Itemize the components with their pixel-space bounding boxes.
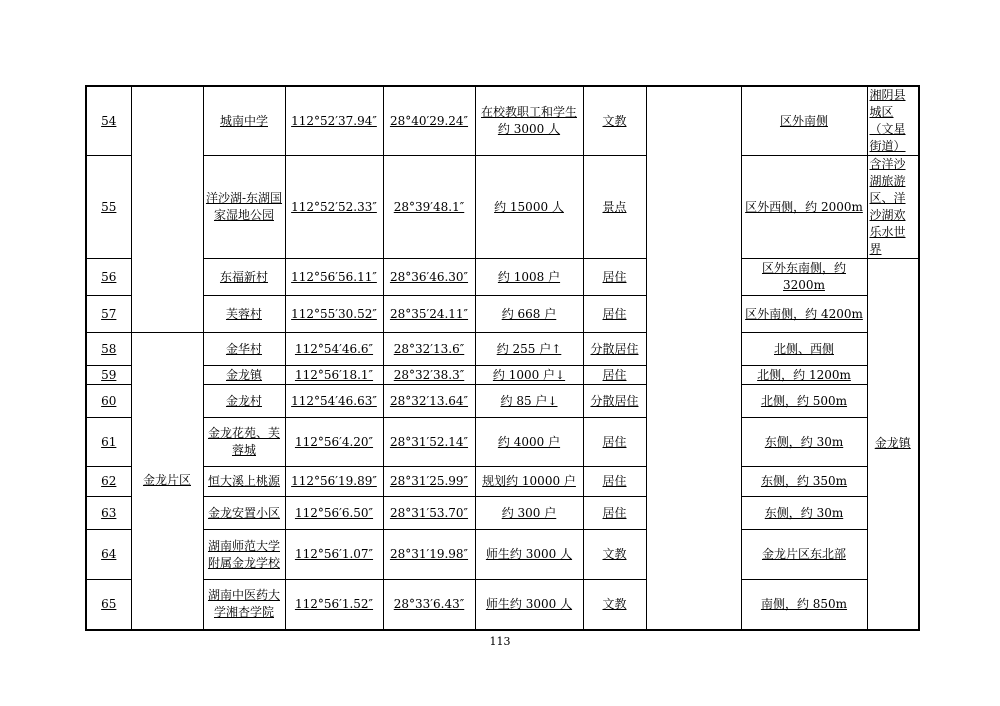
row-number-cell: 54	[86, 86, 131, 156]
area-cell: 金龙片区	[131, 333, 203, 630]
latitude-cell: 28°32′13.64″	[383, 385, 475, 418]
row-number-cell: 59	[86, 366, 131, 385]
latitude-cell: 28°31′25.99″	[383, 467, 475, 497]
latitude-cell: 28°35′24.11″	[383, 296, 475, 333]
name-cell: 芙蓉村	[203, 296, 285, 333]
name-cell: 金龙花苑、芙蓉城	[203, 418, 285, 467]
name-cell: 金华村	[203, 333, 285, 366]
direction-cell: 东侧，约 30m	[741, 497, 867, 530]
direction-cell: 区外南侧，约 4200m	[741, 296, 867, 333]
type-cell: 景点	[583, 156, 646, 259]
latitude-cell: 28°39′48.1″	[383, 156, 475, 259]
table-row	[86, 467, 919, 497]
longitude-cell: 112°56′56.11″	[285, 259, 383, 296]
type-cell: 居住	[583, 366, 646, 385]
table-row	[86, 385, 919, 418]
latitude-cell: 28°31′19.98″	[383, 530, 475, 580]
direction-cell: 区外南侧	[741, 86, 867, 156]
longitude-cell: 112°56′4.20″	[285, 418, 383, 467]
type-cell: 文教	[583, 580, 646, 630]
type-cell: 居住	[583, 418, 646, 467]
table-row	[86, 366, 919, 385]
scale-cell: 规划约 10000 户	[475, 467, 583, 497]
row-number-cell: 63	[86, 497, 131, 530]
latitude-cell: 28°32′13.6″	[383, 333, 475, 366]
direction-cell: 区外东南侧，约 3200m	[741, 259, 867, 296]
longitude-cell: 112°54′46.6″	[285, 333, 383, 366]
table-row	[86, 530, 919, 580]
table-row	[86, 580, 919, 630]
type-cell: 居住	[583, 467, 646, 497]
scale-cell: 约 4000 户	[475, 418, 583, 467]
name-cell: 城南中学	[203, 86, 285, 156]
name-cell: 恒大溪上桃源	[203, 467, 285, 497]
type-cell: 文教	[583, 530, 646, 580]
type-cell: 居住	[583, 259, 646, 296]
longitude-cell: 112°52′37.94″	[285, 86, 383, 156]
latitude-cell: 28°32′38.3″	[383, 366, 475, 385]
row-number-cell: 57	[86, 296, 131, 333]
blank-column-cell	[646, 86, 741, 630]
row-number-cell: 62	[86, 467, 131, 497]
town-cell: 含洋沙湖旅游区、洋沙湖欢乐水世界	[867, 156, 919, 259]
row-number-cell: 56	[86, 259, 131, 296]
type-cell: 文教	[583, 86, 646, 156]
name-cell: 金龙村	[203, 385, 285, 418]
row-number-cell: 61	[86, 418, 131, 467]
direction-cell: 北侧，约 1200m	[741, 366, 867, 385]
table-row	[86, 418, 919, 467]
scale-cell: 约 255 户↑	[475, 333, 583, 366]
type-cell: 分散居住	[583, 333, 646, 366]
longitude-cell: 112°52′52.33″	[285, 156, 383, 259]
table-row	[86, 156, 919, 259]
scale-cell: 约 668 户	[475, 296, 583, 333]
row-number-cell: 55	[86, 156, 131, 259]
longitude-cell: 112°56′6.50″	[285, 497, 383, 530]
scale-cell: 师生约 3000 人	[475, 530, 583, 580]
latitude-cell: 28°33′6.43″	[383, 580, 475, 630]
direction-cell: 北侧、西侧	[741, 333, 867, 366]
table-row	[86, 259, 919, 296]
name-cell: 金龙镇	[203, 366, 285, 385]
longitude-cell: 112°54′46.63″	[285, 385, 383, 418]
row-number-cell: 58	[86, 333, 131, 366]
row-number-cell: 64	[86, 530, 131, 580]
area-cell-empty	[131, 86, 203, 333]
row-number-cell: 60	[86, 385, 131, 418]
longitude-cell: 112°56′1.52″	[285, 580, 383, 630]
direction-cell: 北侧，约 500m	[741, 385, 867, 418]
type-cell: 居住	[583, 497, 646, 530]
type-cell: 居住	[583, 296, 646, 333]
latitude-cell: 28°31′52.14″	[383, 418, 475, 467]
direction-cell: 南侧，约 850m	[741, 580, 867, 630]
latitude-cell: 28°31′53.70″	[383, 497, 475, 530]
scale-cell: 约 1008 户	[475, 259, 583, 296]
longitude-cell: 112°55′30.52″	[285, 296, 383, 333]
table-row	[86, 497, 919, 530]
direction-cell: 东侧，约 30m	[741, 418, 867, 467]
row-number-cell: 65	[86, 580, 131, 630]
sensitive-targets-table	[85, 85, 920, 631]
direction-cell: 区外西侧，约 2000m	[741, 156, 867, 259]
longitude-cell: 112°56′19.89″	[285, 467, 383, 497]
town-cell: 金龙镇	[867, 259, 919, 630]
longitude-cell: 112°56′18.1″	[285, 366, 383, 385]
scale-cell: 约 300 户	[475, 497, 583, 530]
name-cell: 东福新村	[203, 259, 285, 296]
scale-cell: 在校教职工和学生约 3000 人	[475, 86, 583, 156]
scale-cell: 约 85 户↓	[475, 385, 583, 418]
type-cell: 分散居住	[583, 385, 646, 418]
table-row	[86, 296, 919, 333]
scale-cell: 师生约 3000 人	[475, 580, 583, 630]
direction-cell: 东侧，约 350m	[741, 467, 867, 497]
name-cell: 金龙安置小区	[203, 497, 285, 530]
table-row	[86, 333, 919, 366]
latitude-cell: 28°40′29.24″	[383, 86, 475, 156]
name-cell: 洋沙湖-东湖国家湿地公园	[203, 156, 285, 259]
longitude-cell: 112°56′1.07″	[285, 530, 383, 580]
name-cell: 湖南师范大学附属金龙学校	[203, 530, 285, 580]
direction-cell: 金龙片区东北部	[741, 530, 867, 580]
page-number: 113	[489, 635, 511, 648]
town-cell: 湘阴县城区（文星街道）	[867, 86, 919, 156]
scale-cell: 约 15000 人	[475, 156, 583, 259]
scale-cell: 约 1000 户↓	[475, 366, 583, 385]
table-row	[86, 86, 919, 156]
latitude-cell: 28°36′46.30″	[383, 259, 475, 296]
name-cell: 湖南中医药大学湘杏学院	[203, 580, 285, 630]
